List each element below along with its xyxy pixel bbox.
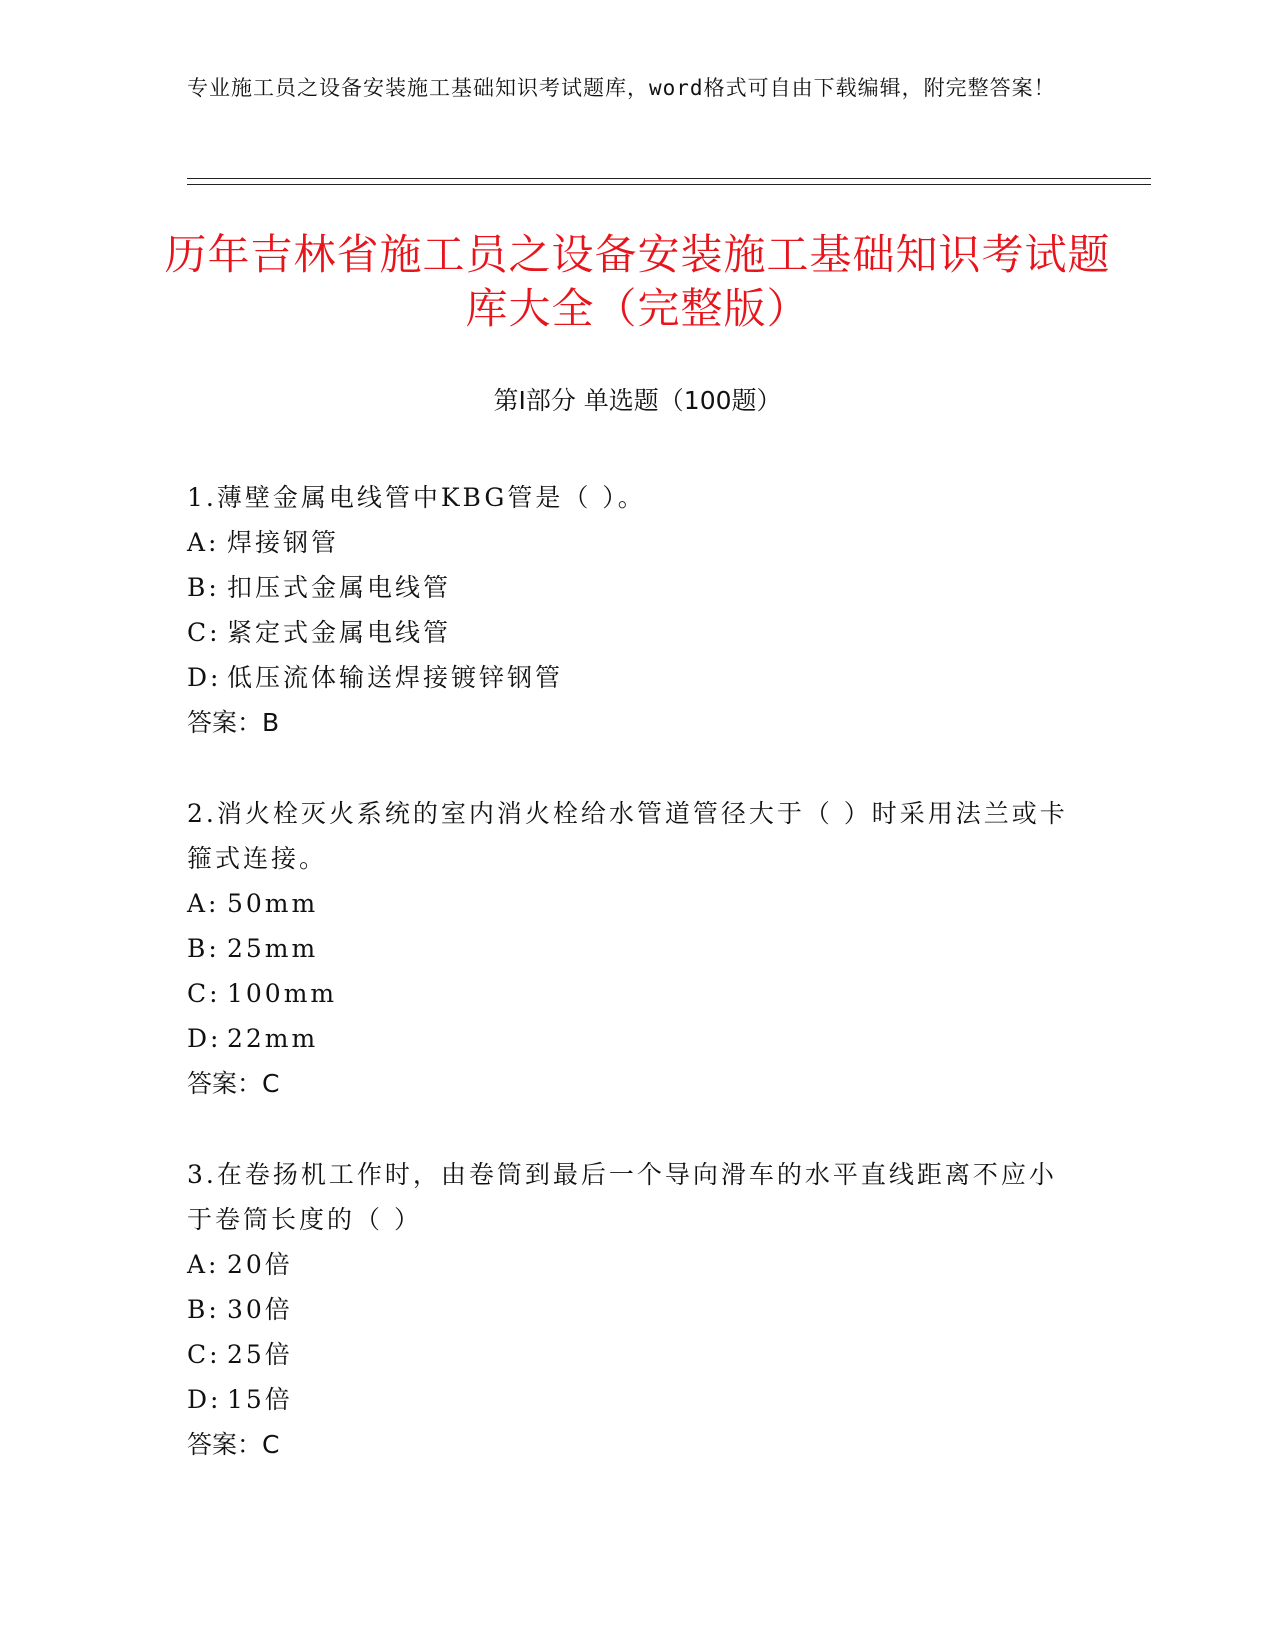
option-key: B: xyxy=(187,573,220,602)
option-text: 100mm xyxy=(227,979,338,1008)
option-d xyxy=(187,1016,1077,1061)
document-title: 历年吉林省施工员之设备安装施工基础知识考试题库大全（完整版） xyxy=(164,230,1111,333)
option-text: 25倍 xyxy=(227,1340,293,1369)
question-2 xyxy=(187,791,1077,1106)
option-key: C: xyxy=(187,1340,221,1369)
option-d xyxy=(187,655,1077,700)
option-key: D: xyxy=(187,1024,222,1053)
option-text: 扣压式金属电线管 xyxy=(227,573,452,602)
option-text: 30倍 xyxy=(227,1295,293,1324)
option-text: 焊接钢管 xyxy=(227,528,340,557)
option-text: 50mm xyxy=(227,889,319,918)
option-key: A: xyxy=(187,889,220,918)
option-key: A: xyxy=(187,1250,220,1279)
option-text: 25mm xyxy=(227,934,319,963)
answer-line: 答案：C xyxy=(187,1069,280,1098)
option-key: D: xyxy=(187,663,222,692)
option-b xyxy=(187,565,1077,610)
answer-line: 答案：B xyxy=(187,708,280,737)
option-key: C: xyxy=(187,618,221,647)
question-stem: 1.薄壁金属电线管中KBG管是（ ）。 xyxy=(187,483,646,512)
option-a xyxy=(187,881,1077,926)
option-text: 22mm xyxy=(227,1024,319,1053)
option-a xyxy=(187,1242,1077,1287)
answer-line: 答案：C xyxy=(187,1430,280,1459)
option-c xyxy=(187,610,1077,655)
question-3 xyxy=(187,1152,1077,1467)
question-stem: 3.在卷扬机工作时，由卷筒到最后一个导向滑车的水平直线距离不应小于卷筒长度的（ ） xyxy=(187,1160,1057,1234)
option-c xyxy=(187,1332,1077,1377)
option-text: 15倍 xyxy=(227,1385,293,1414)
option-d xyxy=(187,1377,1077,1422)
option-key: C: xyxy=(187,979,221,1008)
option-key: B: xyxy=(187,934,220,963)
header-divider-bottom xyxy=(187,184,1151,185)
option-c xyxy=(187,971,1077,1016)
question-stem: 2.消火栓灭火系统的室内消火栓给水管道管径大于（ ）时采用法兰或卡箍式连接。 xyxy=(187,799,1068,873)
section-heading: 第Ⅰ部分 单选题（100题） xyxy=(493,386,782,415)
option-key: B: xyxy=(187,1295,220,1324)
option-text: 紧定式金属电线管 xyxy=(227,618,452,647)
option-b xyxy=(187,926,1077,971)
option-a xyxy=(187,520,1077,565)
option-text: 低压流体输送焊接镀锌钢管 xyxy=(227,663,564,692)
header-divider-top xyxy=(187,178,1151,179)
option-key: A: xyxy=(187,528,220,557)
option-key: D: xyxy=(187,1385,222,1414)
header-note: 专业施工员之设备安装施工基础知识考试题库，word格式可自由下载编辑，附完整答案！ xyxy=(187,76,1056,100)
question-list xyxy=(187,475,1077,1513)
option-text: 20倍 xyxy=(227,1250,293,1279)
question-1 xyxy=(187,475,1077,745)
option-b xyxy=(187,1287,1077,1332)
